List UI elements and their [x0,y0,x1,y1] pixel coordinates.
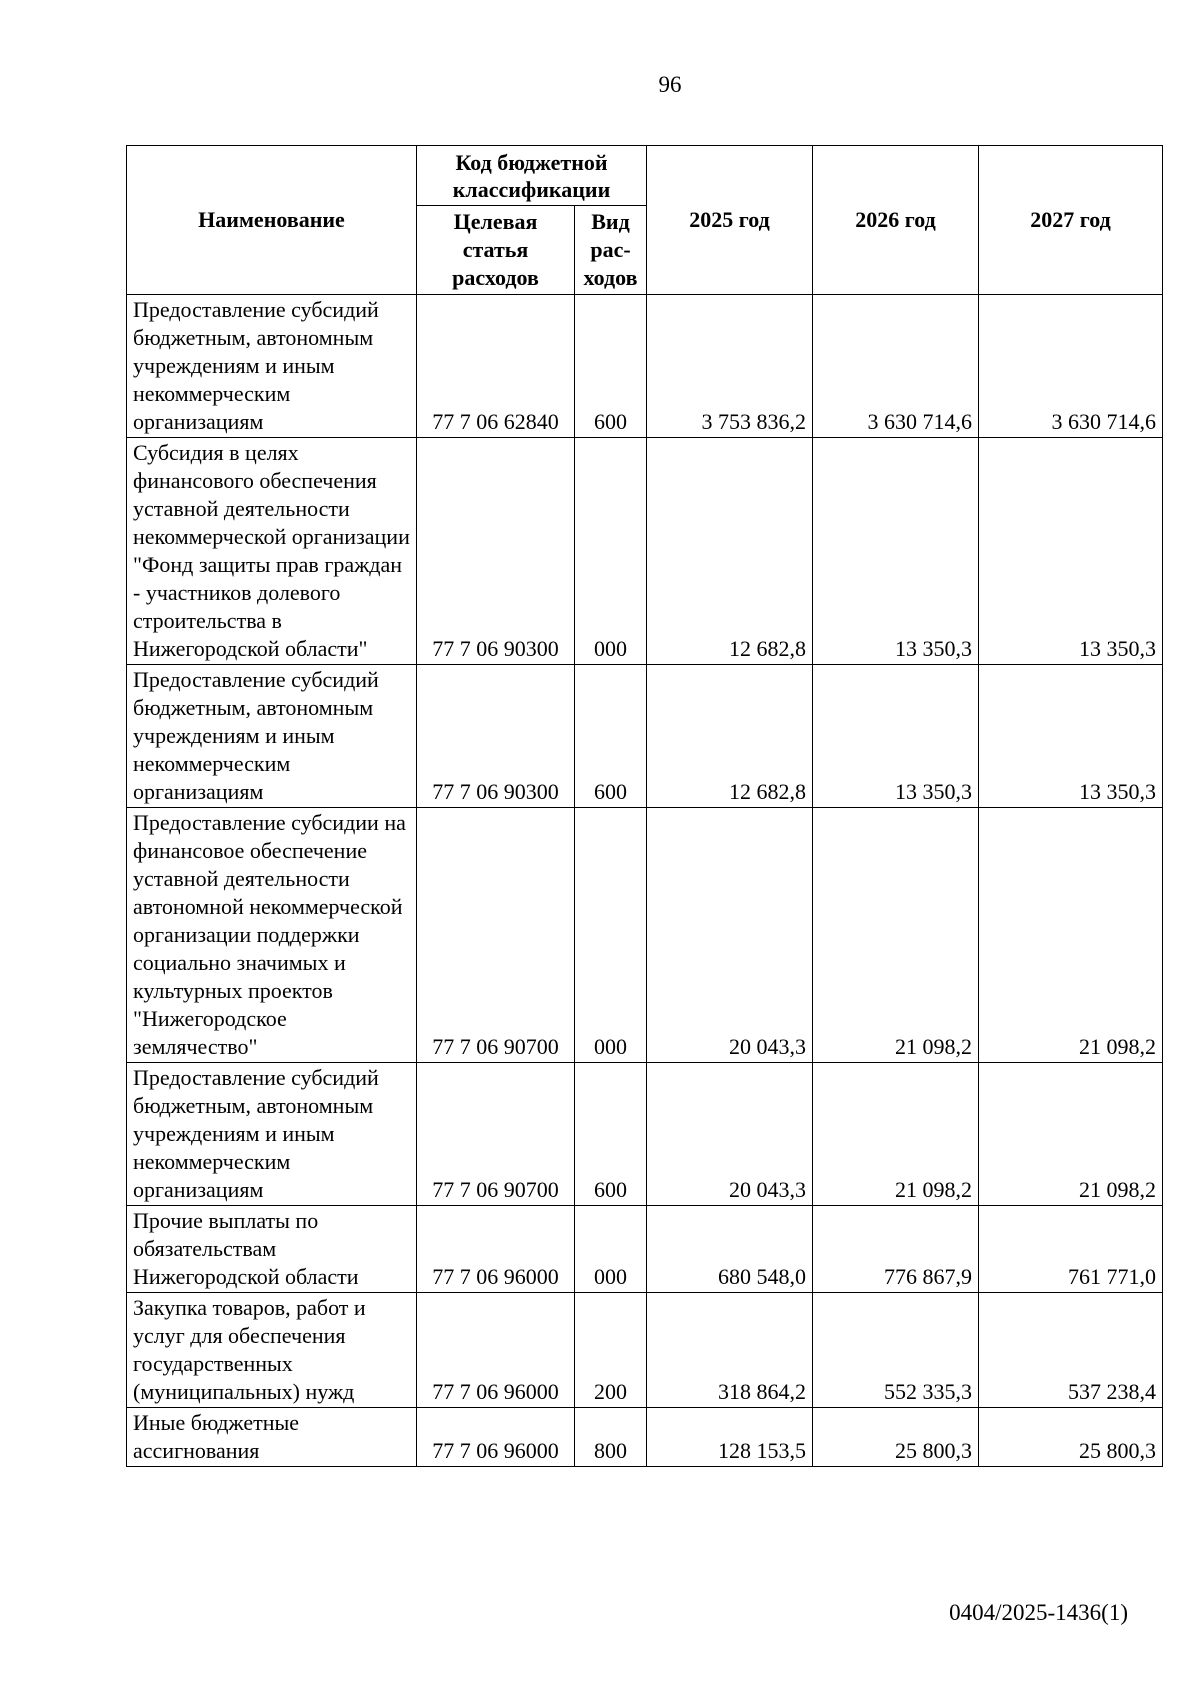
row-value-2027: 21 098,2 [979,1063,1163,1206]
row-value-2026: 21 098,2 [813,1063,979,1206]
row-value-2025: 680 548,0 [647,1206,813,1293]
row-value-2027: 13 350,3 [979,438,1163,665]
row-value-2025: 12 682,8 [647,665,813,808]
row-expense-type: 200 [575,1293,647,1408]
row-value-2026: 13 350,3 [813,665,979,808]
row-value-2026: 3 630 714,6 [813,295,979,438]
row-target-article: 77 7 06 96000 [417,1293,575,1408]
row-value-2026: 13 350,3 [813,438,979,665]
header-expense-type: Вид рас-ходов [575,206,647,295]
table-body [127,295,1163,1467]
row-value-2026: 776 867,9 [813,1206,979,1293]
row-target-article: 77 7 06 90300 [417,665,575,808]
row-name: Иные бюджетные ассигнования [127,1408,417,1467]
table-row [127,295,1163,438]
budget-table [126,145,1163,1467]
row-name: Прочие выплаты по обязательствам Нижегородской области [127,1206,417,1293]
header-2025: 2025 год [647,146,813,295]
table-row [127,808,1163,1063]
row-value-2027: 21 098,2 [979,808,1163,1063]
row-value-2025: 128 153,5 [647,1408,813,1467]
row-target-article: 77 7 06 96000 [417,1206,575,1293]
row-value-2025: 12 682,8 [647,438,813,665]
row-expense-type: 800 [575,1408,647,1467]
table-row [127,1408,1163,1467]
row-target-article: 77 7 06 90700 [417,1063,575,1206]
row-name: Предоставление субсидии на финансовое обеспечение уставной деятельности автономной некоммерческой организации поддержки социально значимых и культурных проектов "Нижегородское землячество" [127,808,417,1063]
row-value-2027: 761 771,0 [979,1206,1163,1293]
row-expense-type: 000 [575,1206,647,1293]
table-header [127,146,1163,295]
row-target-article: 77 7 06 62840 [417,295,575,438]
row-value-2027: 25 800,3 [979,1408,1163,1467]
row-value-2026: 552 335,3 [813,1293,979,1408]
row-value-2025: 20 043,3 [647,808,813,1063]
row-name: Закупка товаров, работ и услуг для обеспечения государственных (муниципальных) нужд [127,1293,417,1408]
row-expense-type: 600 [575,665,647,808]
row-expense-type: 600 [575,1063,647,1206]
row-target-article: 77 7 06 90300 [417,438,575,665]
header-2026: 2026 год [813,146,979,295]
table-row [127,1063,1163,1206]
header-name: Наименование [127,146,417,295]
row-value-2027: 3 630 714,6 [979,295,1163,438]
row-value-2025: 318 864,2 [647,1293,813,1408]
row-value-2025: 3 753 836,2 [647,295,813,438]
header-code-group: Код бюджетной классификации [417,146,647,206]
row-expense-type: 600 [575,295,647,438]
table-row [127,1206,1163,1293]
row-name: Субсидия в целях финансового обеспечения уставной деятельности некоммерческой организации "Фонд защиты прав граждан - участников долевого строительства в Нижегородской области" [127,438,417,665]
table-row [127,1293,1163,1408]
header-target-article: Целевая статья расходов [417,206,575,295]
row-name: Предоставление субсидий бюджетным, автономным учреждениям и иным некоммерческим организациям [127,665,417,808]
row-value-2026: 25 800,3 [813,1408,979,1467]
table-row [127,438,1163,665]
row-value-2026: 21 098,2 [813,808,979,1063]
row-value-2025: 20 043,3 [647,1063,813,1206]
header-2027: 2027 год [979,146,1163,295]
row-value-2027: 13 350,3 [979,665,1163,808]
table-row [127,665,1163,808]
row-expense-type: 000 [575,808,647,1063]
row-name: Предоставление субсидий бюджетным, автономным учреждениям и иным некоммерческим организациям [127,295,417,438]
row-target-article: 77 7 06 96000 [417,1408,575,1467]
row-name: Предоставление субсидий бюджетным, автономным учреждениям и иным некоммерческим организациям [127,1063,417,1206]
row-value-2027: 537 238,4 [979,1293,1163,1408]
row-expense-type: 000 [575,438,647,665]
document-id: 0404/2025-1436(1) [949,1600,1128,1625]
page-number: 96 [658,72,682,97]
row-target-article: 77 7 06 90700 [417,808,575,1063]
